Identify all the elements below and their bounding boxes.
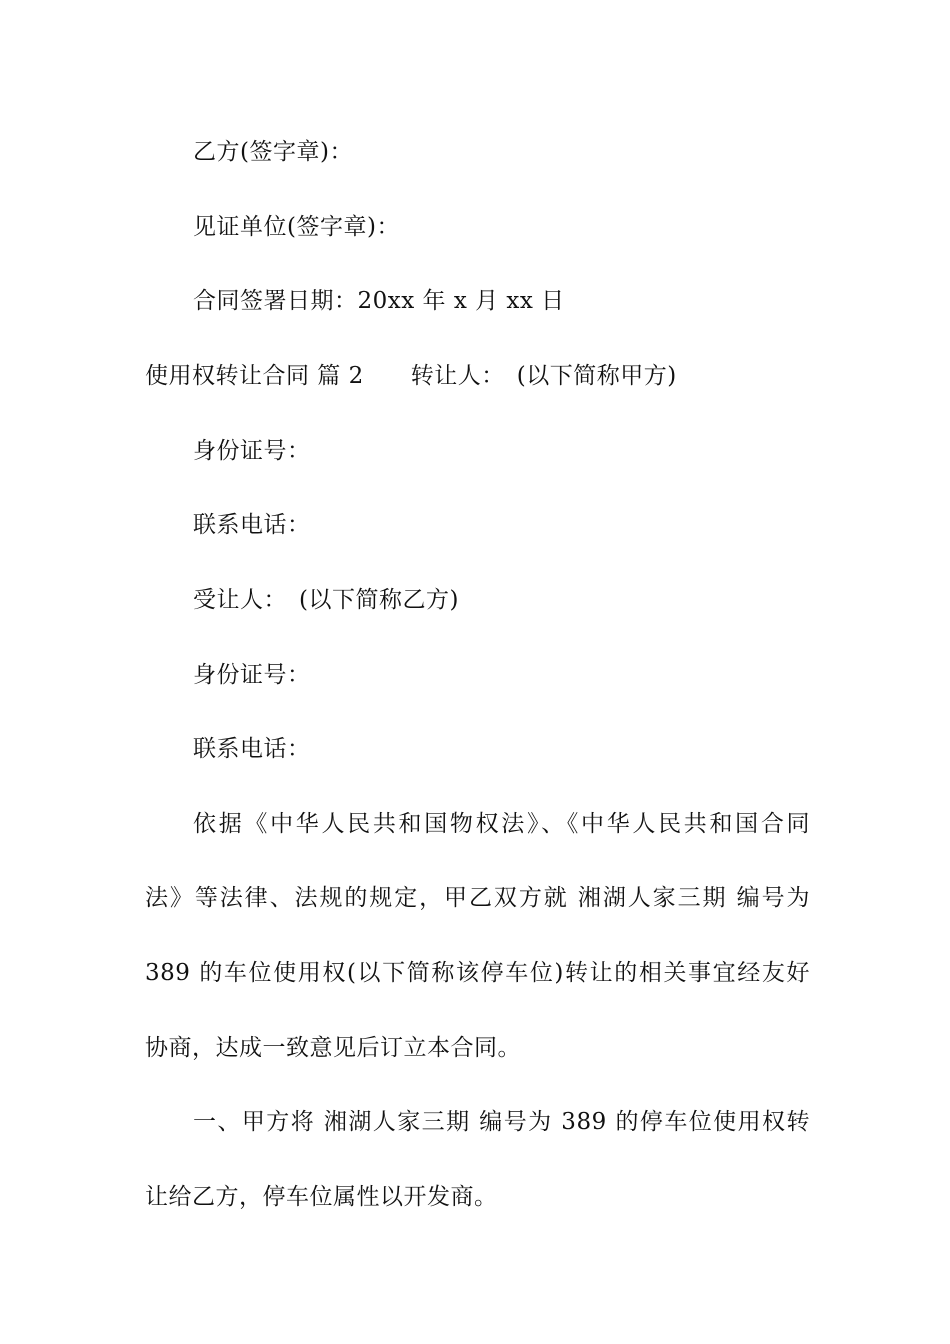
paragraph-line: 依据《中华人民共和国物权法》、《中华人民共和国合同 (193, 811, 810, 837)
paragraph-line: 389 的车位使用权(以下简称该停车位)转让的相关事宜经友好 (145, 960, 810, 986)
paragraph-line: 协商，达成一致意见后订立本合同。 (145, 1035, 521, 1061)
clause-one-line: 一、甲方将 湘湖人家三期 编号为 389 的停车位使用权转 (193, 1109, 810, 1135)
transferor-id-line: 身份证号： (193, 438, 311, 464)
signing-date-line: 合同签署日期：20xx 年 x 月 xx 日 (193, 288, 565, 314)
paragraph-line: 法》等法律、法规的规定，甲乙双方就 湘湖人家三期 编号为 (145, 885, 810, 911)
party-b-signature-line: 乙方(签字章)： (193, 139, 353, 165)
witness-signature-line: 见证单位(签字章)： (193, 214, 400, 240)
transferor-phone-line: 联系电话： (193, 512, 311, 538)
section-heading-line: 使用权转让合同 篇 2 转让人： (以下简称甲方) (145, 363, 677, 389)
clause-one-line: 让给乙方，停车位属性以开发商。 (145, 1184, 498, 1210)
transferee-line: 受让人： (以下简称乙方) (193, 587, 459, 613)
transferee-id-line: 身份证号： (193, 662, 311, 688)
transferee-phone-line: 联系电话： (193, 736, 311, 762)
